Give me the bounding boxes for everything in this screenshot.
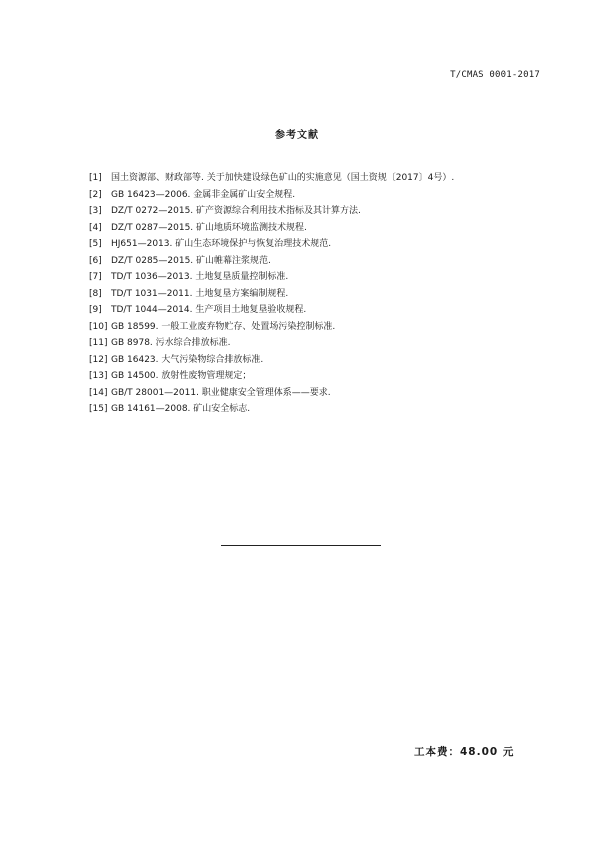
reference-number: [9]: [89, 305, 102, 315]
reference-item: [89, 236, 549, 253]
reference-item: [89, 335, 549, 352]
reference-item: [89, 170, 549, 187]
reference-text: HJ651—2013. 矿山生态环境保护与恢复治理技术规范.: [111, 239, 332, 249]
reference-text: GB 16423—2006. 金属非金属矿山安全规程.: [111, 189, 296, 200]
reference-text: DZ/T 0285—2015. 矿山帷幕注浆规范.: [111, 255, 271, 266]
reference-list: [89, 170, 549, 418]
reference-number: [8]: [89, 288, 102, 299]
reference-number: [7]: [89, 272, 102, 282]
reference-item: [89, 203, 549, 220]
reference-text: GB 18599. 一般工业废弃物贮存、处置场污染控制标准.: [111, 321, 336, 332]
reference-text: DZ/T 0272—2015. 矿产资源综合利用技术指标及其计算方法.: [111, 206, 361, 216]
reference-item: [89, 401, 549, 418]
document-code: T/CMAS 0001-2017: [450, 70, 540, 80]
section-title: 参考文献: [275, 130, 319, 141]
price-label: 工本费：48.00 元: [414, 746, 515, 758]
reference-item: [89, 319, 549, 336]
reference-number: [6]: [89, 255, 102, 266]
reference-number: [15]: [89, 404, 108, 414]
reference-text: TD/T 1031—2011. 土地复垦方案编制规程.: [111, 288, 289, 299]
reference-number: [1]: [89, 173, 102, 183]
reference-text: GB 8978. 污水综合排放标准.: [111, 338, 231, 348]
reference-item: [89, 352, 549, 369]
reference-item: [89, 286, 549, 303]
reference-item: [89, 269, 549, 286]
reference-text: GB 14500. 放射性废物管理规定；: [111, 371, 252, 381]
reference-number: [14]: [89, 387, 108, 398]
reference-text: GB 14161—2008. 矿山安全标志.: [111, 404, 251, 414]
reference-item: [89, 302, 549, 319]
reference-text: GB 16423. 大气污染物综合排放标准.: [111, 354, 264, 365]
reference-number: [2]: [89, 189, 102, 200]
reference-number: [10]: [89, 321, 108, 332]
reference-text: 国土资源部、财政部等. 关于加快建设绿色矿山的实施意见（国土资规〔2017〕4号）.: [111, 173, 455, 183]
reference-item: [89, 220, 549, 237]
reference-text: DZ/T 0287—2015. 矿山地质环境监测技术规程.: [111, 222, 307, 233]
end-divider: [221, 545, 381, 546]
reference-text: GB/T 28001—2011. 职业健康安全管理体系——要求.: [111, 387, 331, 398]
reference-number: [4]: [89, 222, 102, 233]
reference-item: [89, 368, 549, 385]
reference-item: [89, 187, 549, 204]
reference-item: [89, 385, 549, 402]
reference-item: [89, 253, 549, 270]
reference-number: [13]: [89, 371, 108, 381]
reference-text: TD/T 1044—2014. 生产项目土地复垦验收规程.: [111, 305, 307, 315]
reference-number: [5]: [89, 239, 102, 249]
reference-number: [3]: [89, 206, 102, 216]
reference-number: [11]: [89, 338, 108, 348]
reference-text: TD/T 1036—2013. 土地复垦质量控制标准.: [111, 272, 289, 282]
reference-number: [12]: [89, 354, 108, 365]
